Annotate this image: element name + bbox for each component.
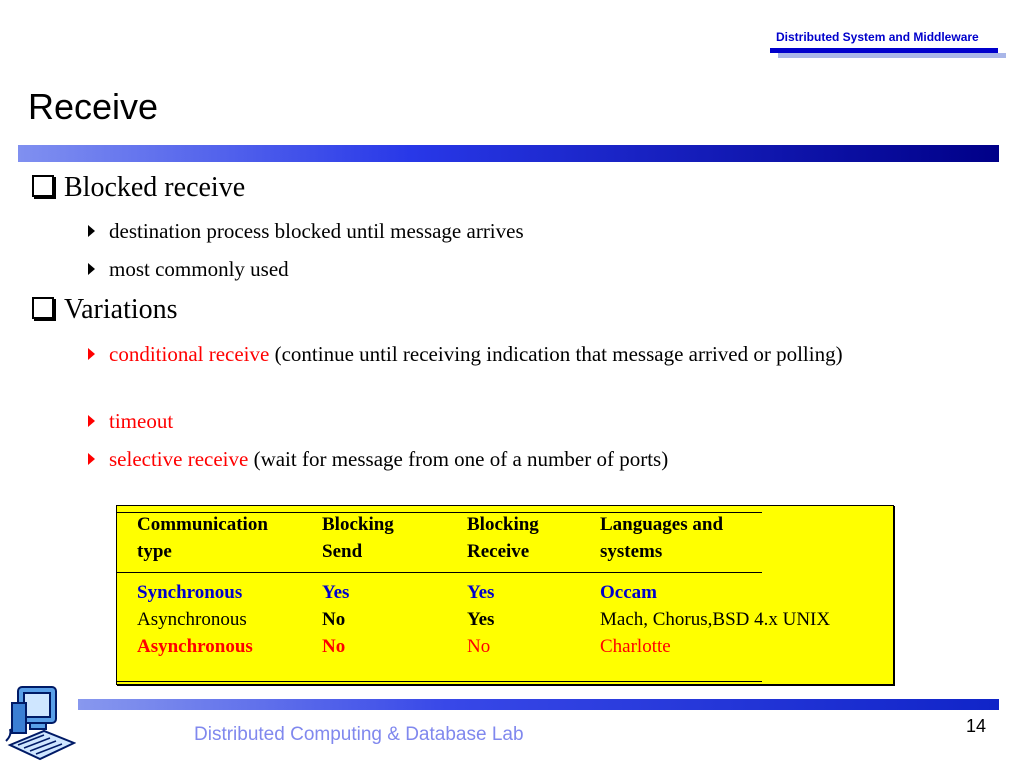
table-header-cell: Blocking Send: [322, 514, 394, 562]
table-cell: No: [322, 609, 346, 630]
bullet-text: Blocked receive: [64, 172, 246, 203]
title-rule: [18, 145, 999, 162]
table-header-cell: Languages and systems: [600, 514, 724, 562]
footer-lab-name: Distributed Computing & Database Lab: [194, 724, 524, 745]
hollow-square-icon: [32, 175, 54, 197]
header-underline-shadow: [778, 53, 1006, 58]
bullet-blocked-receive: [32, 172, 245, 204]
sub-bullet: [88, 254, 938, 285]
highlight-term: conditional receive: [109, 342, 270, 366]
triangle-bullet-icon: [88, 453, 95, 465]
table-cell: Asynchronous: [137, 609, 247, 630]
table-header-cell: Blocking Receive: [467, 514, 539, 562]
sub-bullet-conditional: [88, 339, 938, 370]
triangle-bullet-icon: [88, 348, 95, 360]
table-header-rule: [116, 572, 762, 573]
header-label: Distributed System and Middleware: [776, 30, 979, 44]
sub-bullet-text: most commonly used: [109, 257, 289, 281]
table-cell: No: [467, 636, 491, 657]
term-description: (continue until receiving indication that message arrived or polling): [269, 342, 843, 366]
triangle-bullet-icon: [88, 263, 95, 275]
term-description: (wait for message from one of a number of ports): [248, 447, 669, 471]
table-cell: Charlotte: [600, 636, 671, 657]
triangle-bullet-icon: [88, 415, 95, 427]
page-number: 14: [966, 716, 987, 736]
highlight-term: timeout: [109, 409, 174, 433]
table-cell: Yes: [467, 582, 495, 603]
table-cell: Asynchronous: [137, 636, 253, 657]
highlight-term: selective receive: [109, 447, 249, 471]
sub-bullet-text: destination process blocked until message arrives: [109, 219, 524, 243]
hollow-square-icon: [32, 297, 54, 319]
table-cell: Occam: [600, 582, 657, 603]
table-cell: Yes: [322, 582, 350, 603]
table-cell: No: [322, 636, 346, 657]
sub-bullet: [88, 216, 938, 247]
table-bottom-rule: [116, 681, 762, 682]
slide-title: Receive: [28, 86, 159, 127]
sub-bullet-timeout: [88, 406, 938, 437]
table-cell: Yes: [467, 609, 495, 630]
bullet-variations: [32, 294, 178, 326]
table-cell: Mach, Chorus,BSD 4.x UNIX: [600, 609, 831, 630]
computer-icon: [4, 683, 76, 763]
table-cell: Synchronous: [137, 582, 243, 603]
footer-rule: [78, 699, 999, 710]
triangle-bullet-icon: [88, 225, 95, 237]
bullet-text: Variations: [64, 294, 178, 325]
table-header-cell: Communication type: [137, 514, 268, 562]
sub-bullet-selective: [88, 444, 938, 475]
